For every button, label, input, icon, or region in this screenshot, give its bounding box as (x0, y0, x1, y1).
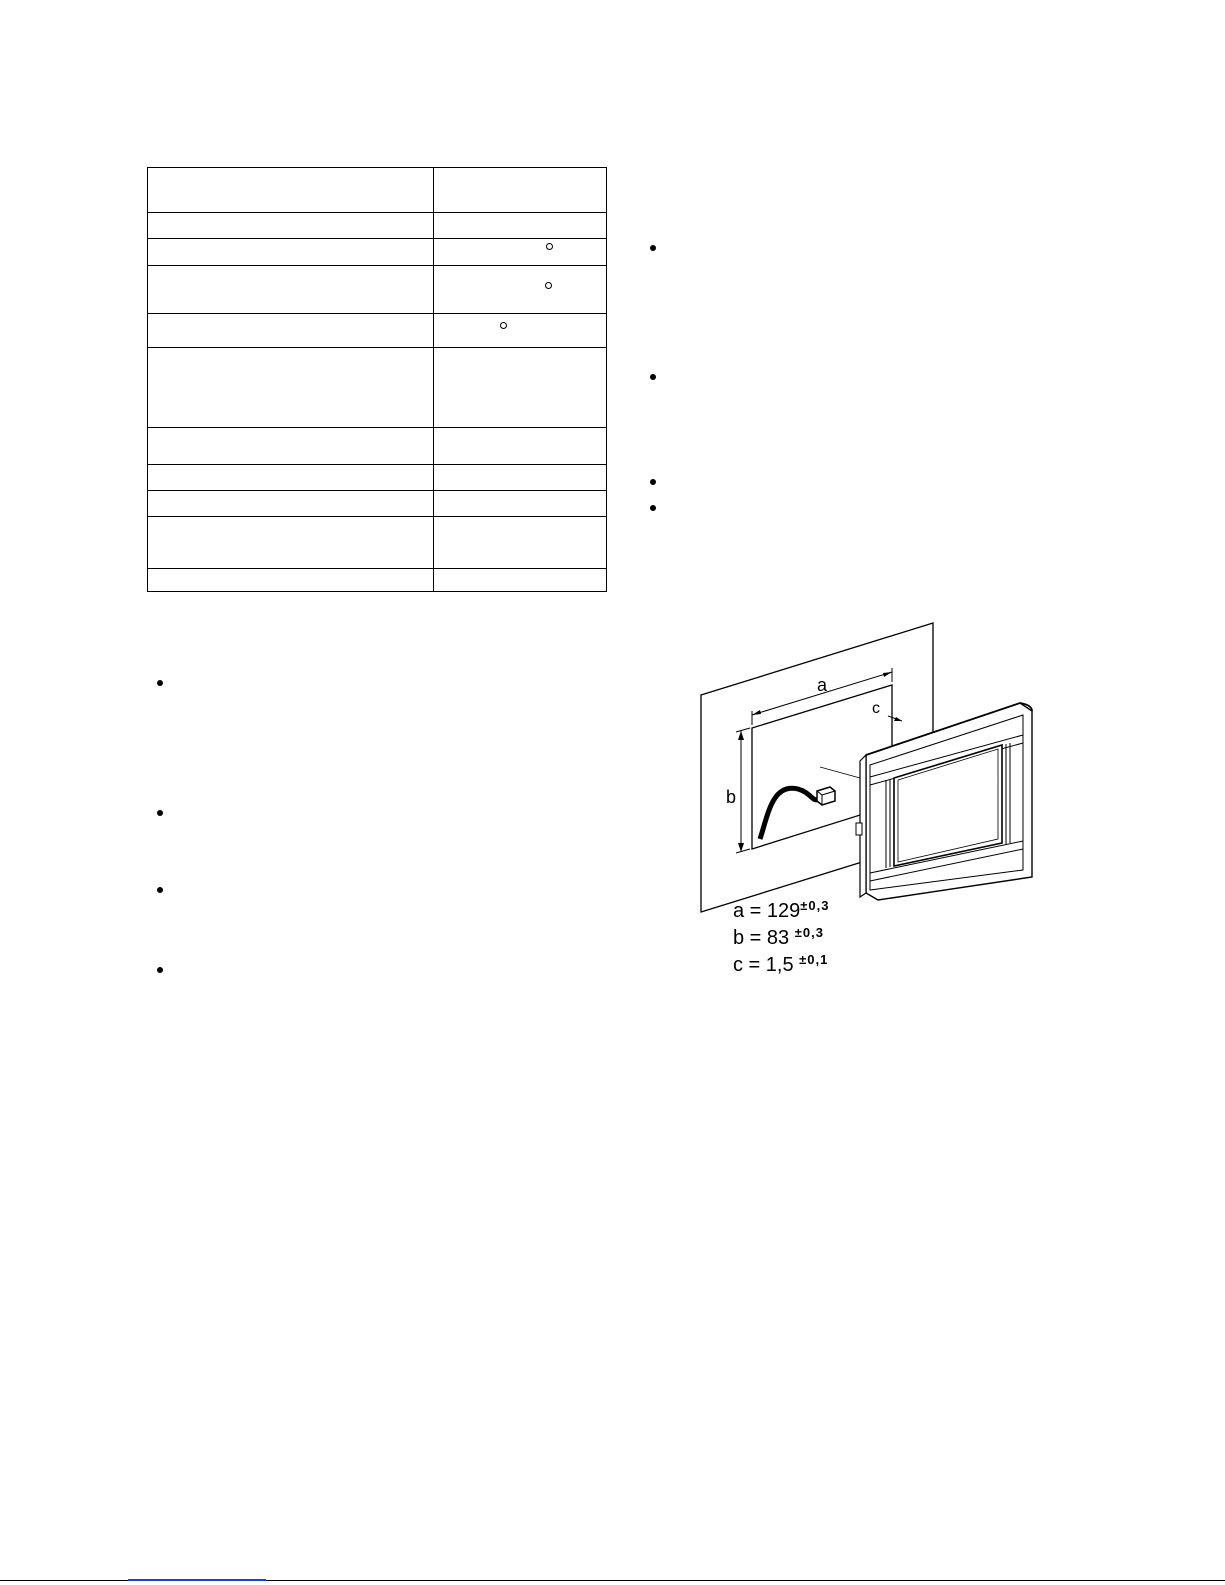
mounting-clip (856, 823, 862, 835)
table-cell (148, 465, 434, 491)
dimension-a-value: $a = 129^{\pm 0,3}$ (733, 898, 830, 922)
table-cell (148, 314, 434, 348)
table-row (148, 168, 607, 213)
table-row (148, 517, 607, 569)
table-cell (434, 168, 607, 213)
table-row (148, 465, 607, 491)
dimension-b-label: b (726, 787, 737, 807)
table-cell (434, 314, 607, 348)
bullet-icon (650, 479, 656, 485)
footer-link[interactable] (128, 1579, 266, 1581)
table-row (148, 348, 607, 428)
table-cell (148, 239, 434, 266)
bullet-icon (650, 505, 656, 511)
table-row (148, 428, 607, 465)
table-cell (148, 266, 434, 314)
table-row (148, 569, 607, 592)
bullet-icon (650, 245, 656, 251)
table-cell (148, 491, 434, 517)
tolerance: ±0,1 (799, 952, 829, 967)
table-cell (434, 348, 607, 428)
table-cell (148, 213, 434, 239)
table-cell (148, 428, 434, 465)
degree-symbol-icon (545, 282, 552, 289)
bullet-icon (157, 810, 163, 816)
table-cell (148, 348, 434, 428)
table-cell (434, 266, 607, 314)
table-row (148, 266, 607, 314)
table-cell (434, 517, 607, 569)
table-cell (434, 213, 607, 239)
table-row (148, 491, 607, 517)
connector-icon (817, 787, 835, 805)
table-row (148, 239, 607, 266)
tolerance: ±0,3 (800, 898, 830, 913)
dimension-c-value: c = 1,5 $^{\pm 0,1}$ (733, 952, 829, 976)
degree-symbol-icon (500, 322, 507, 329)
table-row (148, 314, 607, 348)
dimension-list (733, 895, 830, 976)
bullet-icon (157, 680, 163, 686)
bullet-icon (157, 967, 163, 973)
degree-symbol-icon (546, 243, 553, 250)
table-cell (434, 428, 607, 465)
table-cell (148, 168, 434, 213)
table-row (148, 213, 607, 239)
dimension-a-label: a (817, 675, 828, 695)
table-cell (434, 465, 607, 491)
tolerance: ±0,3 (794, 925, 824, 940)
table-cell (434, 491, 607, 517)
spec-table (147, 167, 607, 592)
table-cell (434, 239, 607, 266)
bullet-icon (650, 374, 656, 380)
dimension-c-label: c (872, 700, 880, 717)
table-cell (148, 517, 434, 569)
panel-mounting-drawing (680, 615, 1050, 915)
table-cell (148, 569, 434, 592)
table-cell (434, 569, 607, 592)
dimension-b-value: b = 83 $^{\pm 0,3}$ (733, 925, 824, 949)
bullet-icon (157, 887, 163, 893)
